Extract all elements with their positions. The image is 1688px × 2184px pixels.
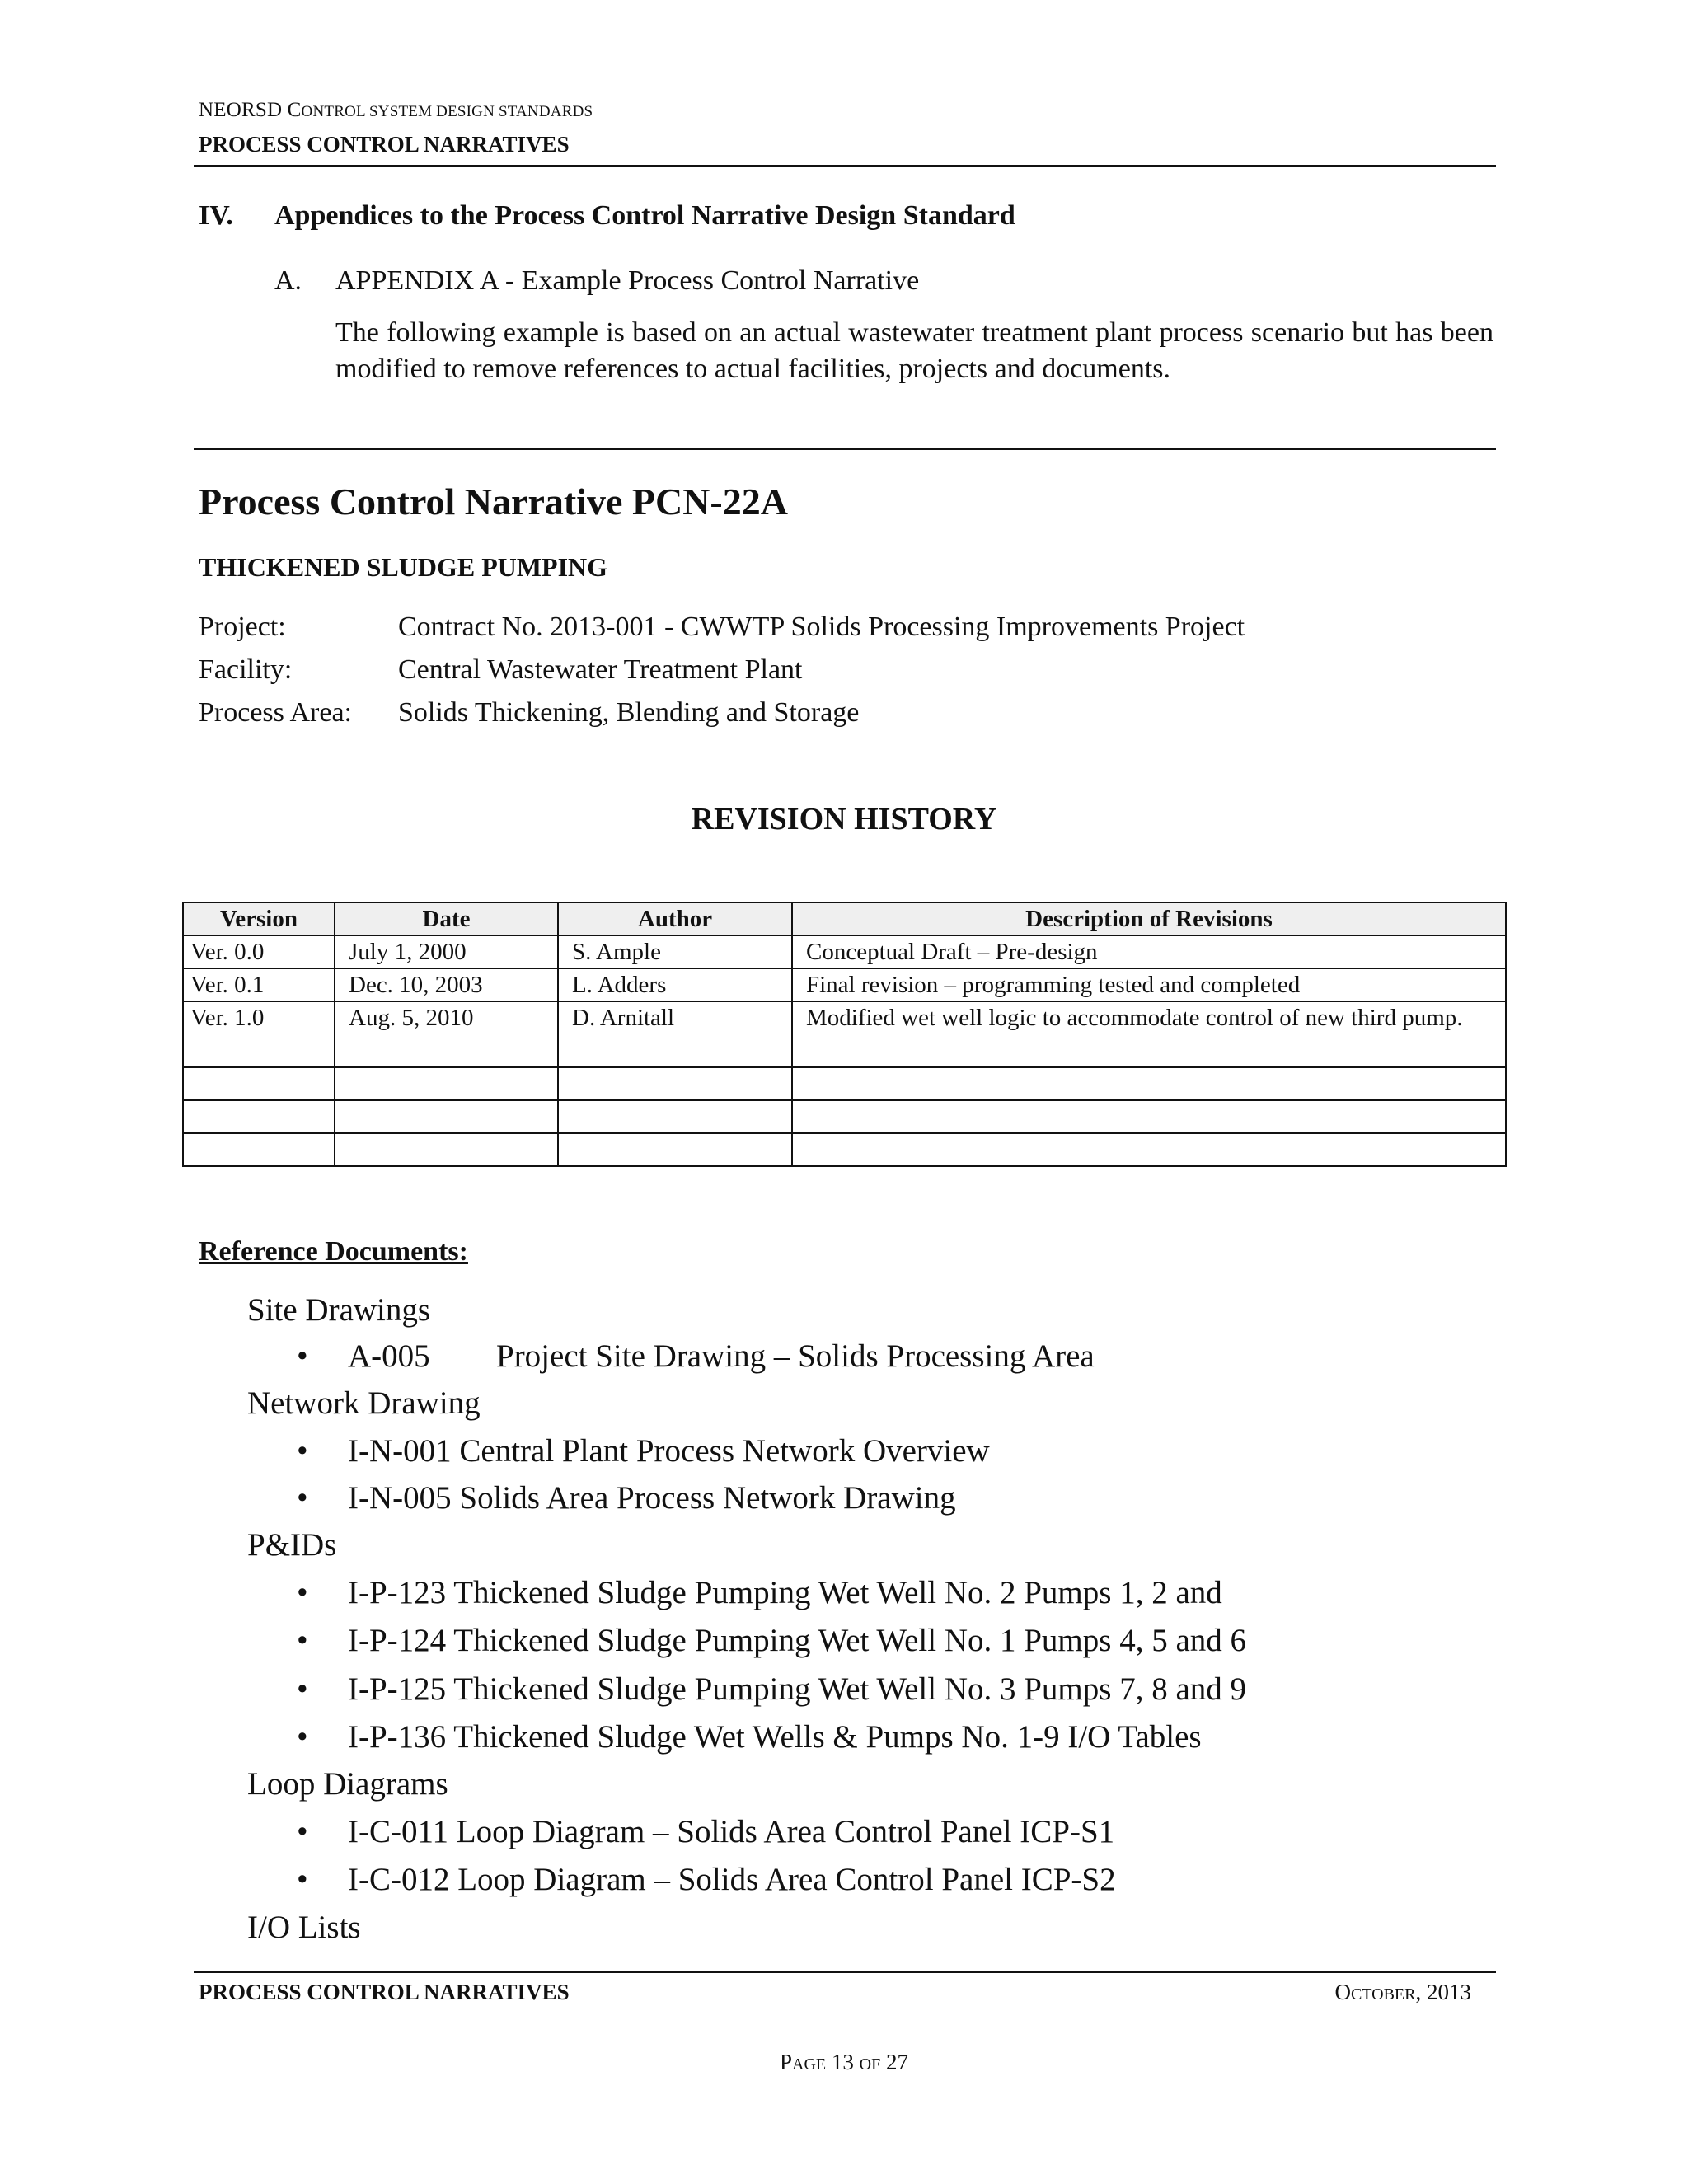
ref-item-code: A-005 [348, 1338, 430, 1374]
page-number [0, 2050, 1688, 2075]
list-item [297, 1622, 1246, 1659]
empty-cell [335, 1133, 558, 1166]
list-item [297, 1574, 1222, 1611]
cell-author: L. Adders [558, 968, 792, 1001]
cell-description: Modified wet well logic to accommodate control of new third pump. [792, 1001, 1506, 1067]
bullet: • [297, 1433, 308, 1469]
footer-date-year: , 2013 [1415, 1980, 1471, 2004]
bullet: • [297, 1814, 308, 1849]
ref-item-desc: Project Site Drawing – Solids Processing Area [496, 1338, 1095, 1374]
pcn-title: Process Control Narrative PCN-22A [199, 480, 788, 523]
appendix-intro-paragraph: The following example is based on an actual wastewater treatment plant process scenario but has been modified to remove references to actual facilities, projects and documents. [335, 317, 1493, 384]
cell-version: Ver. 0.0 [183, 935, 335, 968]
list-item [297, 1432, 990, 1469]
footer-date-cap: O [1334, 1980, 1351, 2004]
bullet: • [297, 1862, 308, 1897]
bullet: • [297, 1671, 308, 1707]
column-header-description: Description of Revisions [792, 902, 1506, 935]
column-header-author: Author [558, 902, 792, 935]
meta-project-label: Project: [199, 612, 286, 642]
empty-cell [183, 1133, 335, 1166]
page-of: OF [859, 2055, 881, 2074]
list-item [297, 1718, 1202, 1755]
cell-date: July 1, 2000 [335, 935, 558, 968]
header-rule [194, 165, 1496, 167]
empty-cell [558, 1100, 792, 1133]
page-total: 27 [885, 2050, 908, 2074]
appendix-letter: A. [274, 265, 302, 296]
cell-version: Ver. 0.1 [183, 968, 335, 1001]
empty-cell [792, 1067, 1506, 1100]
ref-item-text: I-P-125 Thickened Sludge Pumping Wet Well No. 3 Pumps 7, 8 and 9 [348, 1671, 1247, 1707]
list-item [297, 1861, 1116, 1898]
meta-process-area-value: Solids Thickening, Blending and Storage [398, 697, 860, 728]
empty-cell [558, 1067, 792, 1100]
appendix-title: APPENDIX A - Example Process Control Narrative [335, 265, 920, 296]
empty-cell [335, 1100, 558, 1133]
section-number: IV. [199, 200, 233, 231]
list-item [297, 1479, 956, 1516]
revision-history-table [182, 902, 1507, 1167]
cell-version: Ver. 1.0 [183, 1001, 335, 1067]
footer-left-title: PROCESS CONTROL NARRATIVES [199, 1980, 570, 2004]
cell-description: Conceptual Draft – Pre-design [792, 935, 1506, 968]
meta-facility-label: Facility: [199, 654, 293, 685]
section-divider [194, 448, 1496, 450]
table-row [183, 968, 1506, 1001]
ref-category-site-drawings: Site Drawings [247, 1292, 431, 1328]
section-title: Appendices to the Process Control Narrative Design Standard [274, 200, 1015, 231]
ref-item-text: I-C-011 Loop Diagram – Solids Area Control Panel ICP-S1 [348, 1814, 1115, 1849]
revision-history-title: REVISION HISTORY [691, 802, 997, 837]
footer-date [1334, 1980, 1471, 2005]
page-label-rest: AGE [792, 2055, 827, 2074]
table-row [183, 1001, 1506, 1067]
bullet: • [297, 1623, 308, 1658]
page-label-cap: P [780, 2050, 793, 2074]
table-row-empty [183, 1100, 1506, 1133]
empty-cell [335, 1067, 558, 1100]
ref-item-text: I-P-136 Thickened Sludge Wet Wells & Pumps No. 1-9 I/O Tables [348, 1719, 1202, 1755]
reference-documents-heading: Reference Documents: [199, 1236, 468, 1267]
list-item [297, 1813, 1114, 1850]
header-standard-title-cap: NEORSD C [199, 99, 302, 121]
ref-item-text: I-C-012 Loop Diagram – Solids Area Control Panel ICP-S2 [348, 1862, 1116, 1897]
empty-cell [558, 1133, 792, 1166]
table-row [183, 935, 1506, 968]
meta-facility-value: Central Wastewater Treatment Plant [398, 654, 803, 685]
empty-cell [183, 1100, 335, 1133]
cell-author: D. Arnitall [558, 1001, 792, 1067]
ref-category-network: Network Drawing [247, 1385, 481, 1421]
header-section-title: PROCESS CONTROL NARRATIVES [199, 132, 570, 157]
ref-category-loops: Loop Diagrams [247, 1766, 448, 1802]
column-header-version: Version [183, 902, 335, 935]
meta-process-area-label: Process Area: [199, 697, 353, 728]
ref-item-text: I-P-124 Thickened Sludge Pumping Wet Well No. 1 Pumps 4, 5 and 6 [348, 1623, 1247, 1658]
empty-cell [183, 1067, 335, 1100]
ref-category-pids: P&IDs [247, 1527, 337, 1563]
cell-description: Final revision – programming tested and completed [792, 968, 1506, 1001]
ref-category-io: I/O Lists [247, 1910, 361, 1945]
table-row-empty [183, 1067, 1506, 1100]
list-item [297, 1671, 1246, 1708]
empty-cell [792, 1133, 1506, 1166]
meta-project-value: Contract No. 2013-001 - CWWTP Solids Processing Improvements Project [398, 612, 1245, 642]
ref-item-text: I-N-005 Solids Area Process Network Drawing [348, 1480, 956, 1516]
list-item [297, 1338, 1095, 1375]
header-standard-title [199, 99, 593, 122]
bullet: • [297, 1575, 308, 1610]
cell-date: Aug. 5, 2010 [335, 1001, 558, 1067]
table-row-empty [183, 1133, 1506, 1166]
bullet: • [297, 1719, 308, 1755]
pcn-subtitle: THICKENED SLUDGE PUMPING [199, 552, 608, 582]
bullet: • [297, 1338, 308, 1374]
cell-author: S. Ample [558, 935, 792, 968]
ref-item-text: I-P-123 Thickened Sludge Pumping Wet Well No. 2 Pumps 1, 2 and [348, 1575, 1222, 1610]
footer-rule [194, 1971, 1496, 1973]
empty-cell [792, 1100, 1506, 1133]
footer-date-month: CTOBER [1350, 1985, 1416, 2004]
bullet: • [297, 1480, 308, 1516]
header-standard-title-rest: ONTROL SYSTEM DESIGN STANDARDS [301, 103, 593, 120]
ref-item-text: I-N-001 Central Plant Process Network Overview [348, 1433, 990, 1469]
page-current: 13 [831, 2050, 854, 2074]
table-header-row [183, 902, 1506, 935]
cell-date: Dec. 10, 2003 [335, 968, 558, 1001]
column-header-date: Date [335, 902, 558, 935]
